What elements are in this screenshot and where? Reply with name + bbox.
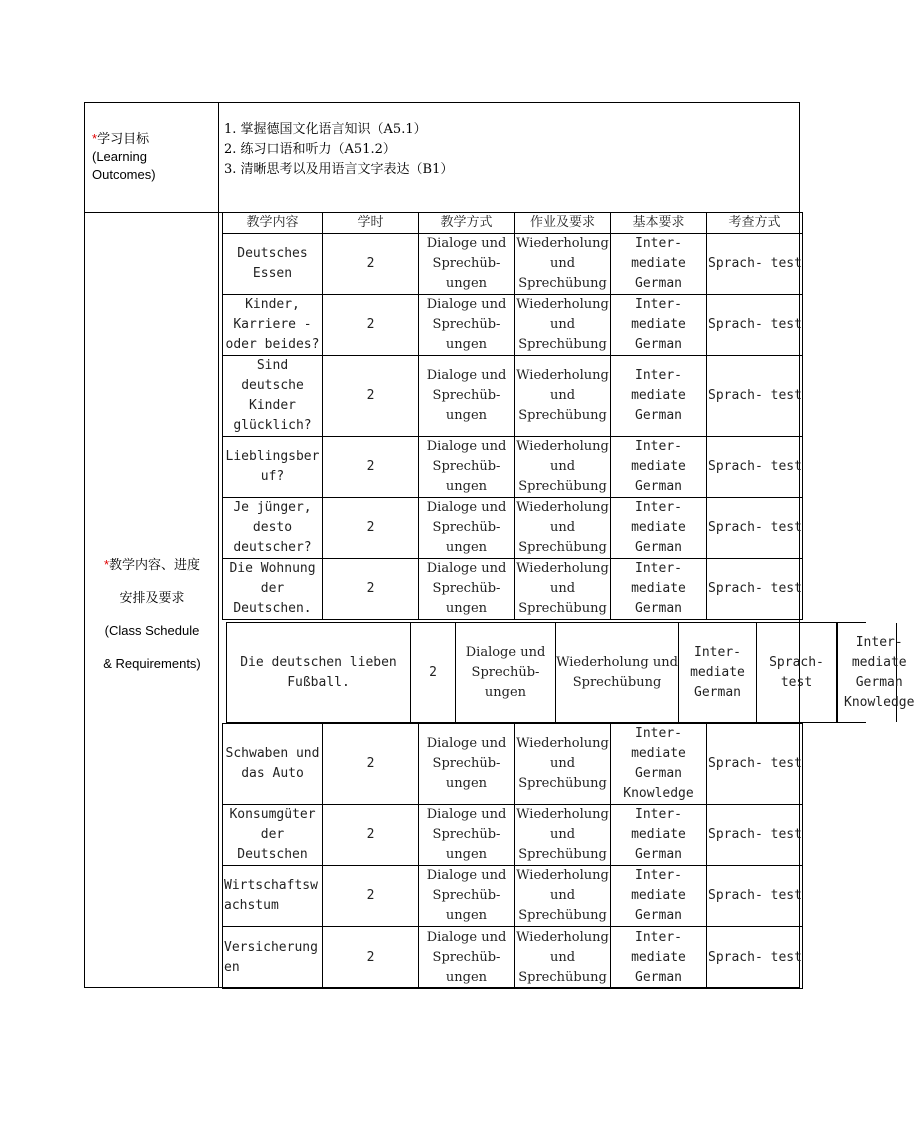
cell-method: Dialoge und Sprechüb-ungen bbox=[419, 498, 515, 559]
table-header-row bbox=[223, 213, 803, 234]
table-row bbox=[223, 295, 803, 356]
outcome-item: 1. 掌握德国文化语言知识（A5.1） bbox=[224, 122, 427, 137]
cell-topic: Je jünger, desto deutscher? bbox=[223, 498, 323, 559]
header-topic: 教学内容 bbox=[223, 213, 323, 234]
cell-homework: Wiederholung und Sprechübung bbox=[556, 623, 679, 722]
table-row bbox=[223, 724, 803, 805]
cell-method: Dialoge und Sprechüb-ungen bbox=[419, 927, 515, 989]
cell-homework: Wiederholung und Sprechübung bbox=[515, 805, 611, 866]
cell-assess: Sprach- test bbox=[707, 805, 803, 866]
outcomes-label bbox=[92, 130, 156, 184]
cell-topic: Konsumgüter der Deutschen bbox=[223, 805, 323, 866]
cell-topic: Die Wohnung der Deutschen. bbox=[223, 559, 323, 620]
schedule-table-top bbox=[222, 212, 803, 620]
cell-assess: Sprach- test bbox=[707, 356, 803, 437]
cell-basic: Inter-mediate German bbox=[611, 295, 707, 356]
cell-homework: Wiederholung und Sprechübung bbox=[515, 724, 611, 805]
cell-basic: Inter-mediate German bbox=[611, 805, 707, 866]
cell-method: Dialoge und Sprechüb-ungen bbox=[419, 805, 515, 866]
table-row bbox=[223, 356, 803, 437]
cell-assess: Sprach- test bbox=[707, 927, 803, 989]
cell-hours: 2 bbox=[323, 927, 419, 989]
cell-homework: Wiederholung und Sprechübung bbox=[515, 356, 611, 437]
cell-method: Dialoge und Sprechüb-ungen bbox=[419, 724, 515, 805]
cell-hours: 2 bbox=[323, 805, 419, 866]
cell-hours: 2 bbox=[323, 234, 419, 295]
schedule-table-bottom bbox=[222, 723, 803, 989]
cell-method: Dialoge und Sprechüb-ungen bbox=[456, 623, 556, 722]
table-row bbox=[223, 559, 803, 620]
cell-basic: Inter-mediate German bbox=[611, 498, 707, 559]
cell-hours: 2 bbox=[323, 866, 419, 927]
cell-homework: Wiederholung und Sprechübung bbox=[515, 295, 611, 356]
cell-hours: 2 bbox=[323, 437, 419, 498]
cell-homework: Wiederholung und Sprechübung bbox=[515, 498, 611, 559]
outcome-item: 2. 练习口语和听力（A51.2） bbox=[224, 142, 396, 157]
cell-assess: Sprach- test bbox=[707, 295, 803, 356]
cell-hours: 2 bbox=[323, 295, 419, 356]
required-marker: * bbox=[103, 557, 110, 572]
table-row bbox=[223, 866, 803, 927]
cell-hours: 2 bbox=[323, 559, 419, 620]
required-marker: * bbox=[92, 131, 98, 146]
outcomes-list bbox=[224, 120, 784, 180]
table-row-wide bbox=[226, 622, 914, 723]
cell-basic: Inter-mediate German bbox=[679, 623, 757, 722]
cell-method: Dialoge und Sprechüb-ungen bbox=[419, 234, 515, 295]
table-row bbox=[223, 234, 803, 295]
schedule-label-en-2: & Requirements) bbox=[103, 656, 201, 671]
cell-homework: Wiederholung und Sprechübung bbox=[515, 866, 611, 927]
header-homework: 作业及要求 bbox=[515, 213, 611, 234]
cell-hours: 2 bbox=[323, 356, 419, 437]
cell-topic: Versicherungen bbox=[223, 927, 323, 989]
cell-assess: Sprach- test bbox=[707, 234, 803, 295]
cell-assess: Sprach- test bbox=[757, 623, 837, 722]
cell-hours: 2 bbox=[323, 498, 419, 559]
cell-topic: Wirtschaftswachstum bbox=[223, 866, 323, 927]
cell-topic: Kinder, Karriere - oder beides? bbox=[223, 295, 323, 356]
schedule-label bbox=[86, 548, 218, 680]
cell-topic: Lieblingsberuf? bbox=[223, 437, 323, 498]
cell-basic: Inter-mediate German bbox=[611, 866, 707, 927]
outcomes-label-en-1: (Learning bbox=[92, 149, 147, 164]
cell-homework: Wiederholung und Sprechübung bbox=[515, 437, 611, 498]
table-row bbox=[223, 437, 803, 498]
cell-method: Dialoge und Sprechüb-ungen bbox=[419, 356, 515, 437]
cell-homework: Wiederholung und Sprechübung bbox=[515, 234, 611, 295]
outcome-item: 3. 清晰思考以及用语言文字表达（B1） bbox=[224, 162, 454, 177]
cell-basic: Inter-mediate German Knowledge bbox=[611, 724, 707, 805]
table-row bbox=[223, 498, 803, 559]
cell-basic: Inter-mediate German bbox=[611, 927, 707, 989]
header-basic: 基本要求 bbox=[611, 213, 707, 234]
cell-topic: Schwaben und das Auto bbox=[223, 724, 323, 805]
cell-basic: Inter-mediate German bbox=[611, 356, 707, 437]
cell-topic: Deutsches Essen bbox=[223, 234, 323, 295]
header-method: 教学方式 bbox=[419, 213, 515, 234]
schedule-label-en-1: (Class Schedule bbox=[104, 623, 200, 638]
cell-assess: Sprach- test bbox=[707, 724, 803, 805]
schedule-label-cn-2: 安排及要求 bbox=[119, 590, 185, 605]
cell-basic: Inter-mediate German bbox=[611, 437, 707, 498]
outcomes-label-en-2: Outcomes) bbox=[92, 167, 156, 182]
header-hours: 学时 bbox=[323, 213, 419, 234]
cell-assess: Sprach- test bbox=[707, 559, 803, 620]
cell-assess: Sprach- test bbox=[707, 437, 803, 498]
cell-topic: Die deutschen lieben Fußball. bbox=[226, 623, 411, 722]
cell-extra: Inter-mediate German Knowledge bbox=[837, 623, 897, 722]
cell-method: Dialoge und Sprechüb-ungen bbox=[419, 295, 515, 356]
cell-topic: Sind deutsche Kinder glücklich? bbox=[223, 356, 323, 437]
cell-assess: Sprach- test bbox=[707, 498, 803, 559]
cell-homework: Wiederholung und Sprechübung bbox=[515, 927, 611, 989]
cell-homework: Wiederholung und Sprechübung bbox=[515, 559, 611, 620]
cell-method: Dialoge und Sprechüb-ungen bbox=[419, 866, 515, 927]
cell-method: Dialoge und Sprechüb-ungen bbox=[419, 437, 515, 498]
column-divider bbox=[218, 102, 219, 988]
cell-assess: Sprach- test bbox=[707, 866, 803, 927]
cell-basic: Inter-mediate German bbox=[611, 234, 707, 295]
outcomes-label-cn: 学习目标 bbox=[97, 131, 150, 146]
cell-method: Dialoge und Sprechüb-ungen bbox=[419, 559, 515, 620]
cell-hours: 2 bbox=[411, 623, 456, 722]
table-row bbox=[223, 805, 803, 866]
table-row bbox=[223, 927, 803, 989]
cell-hours: 2 bbox=[323, 724, 419, 805]
cell-basic: Inter-mediate German bbox=[611, 559, 707, 620]
header-assess: 考查方式 bbox=[707, 213, 803, 234]
schedule-label-cn-1: 教学内容、进度 bbox=[109, 557, 201, 572]
